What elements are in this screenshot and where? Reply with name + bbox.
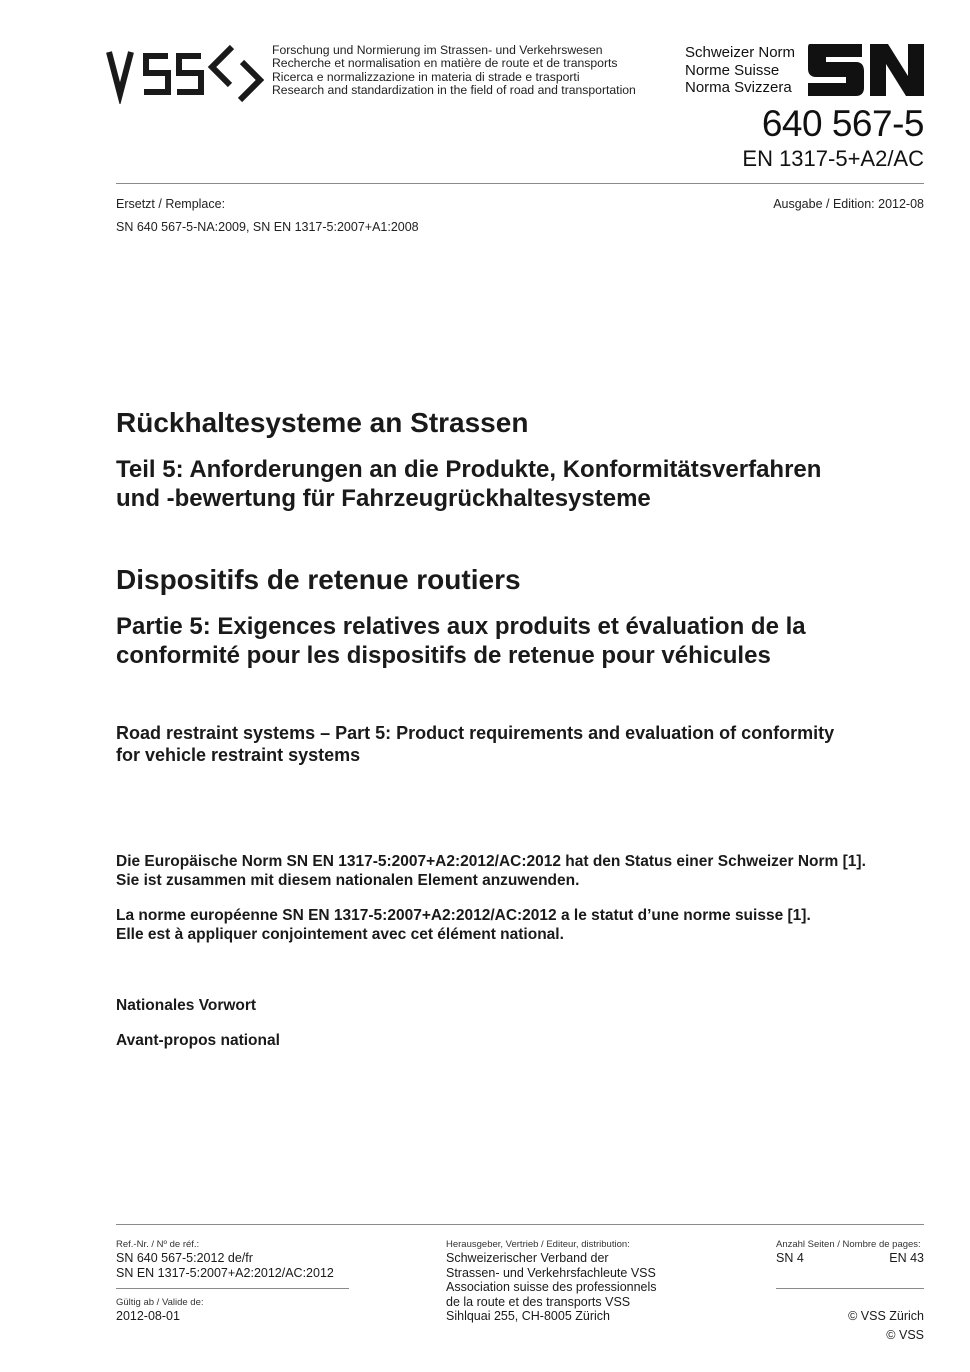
publisher-line: de la route et des transports VSS bbox=[446, 1294, 631, 1309]
statement-de bbox=[116, 853, 926, 890]
ref-line: SN EN 1317-5:2007+A2:2012/AC:2012 bbox=[116, 1265, 334, 1280]
sn-logo bbox=[806, 44, 926, 96]
swiss-norm-names bbox=[685, 44, 795, 97]
subtitle-de-line: Teil 5: Anforderungen an die Produkte, Konformitätsverfahren bbox=[116, 456, 822, 483]
en-reference: EN 1317-5+A2/AC bbox=[742, 146, 924, 171]
valid-label: Gültig ab / Valide de: bbox=[116, 1297, 204, 1308]
title-fr: Dispositifs de retenue routiers bbox=[116, 564, 521, 595]
norm-number: 640 567-5 bbox=[761, 103, 924, 144]
replaces-label: Ersetzt / Remplace: bbox=[116, 197, 226, 211]
copyright-vss-zurich: © VSS Zürich bbox=[848, 1309, 924, 1323]
publisher-line: Schweizerischer Verband der bbox=[446, 1251, 609, 1265]
norm-name-fr: Norme Suisse bbox=[685, 61, 780, 79]
foreword-fr-heading: Avant-propos national bbox=[116, 1032, 280, 1049]
statement-fr-line: La norme européenne SN EN 1317-5:2007+A2:2012/AC:2012 a le statut d’une norme suisse [1]. bbox=[116, 907, 811, 924]
tagline-line: Research and standardization in the field of road and transportation bbox=[272, 82, 636, 97]
vss-tagline bbox=[272, 44, 636, 97]
publisher-line: Association suisse des professionnels bbox=[446, 1280, 657, 1294]
vss-logo bbox=[106, 42, 266, 104]
replaces-value: SN 640 567-5-NA:2009, SN EN 1317-5:2007+A1:2008 bbox=[116, 220, 419, 234]
title-en bbox=[116, 722, 916, 766]
publisher-address bbox=[446, 1251, 657, 1324]
publisher-line: Sihlquai 255, CH-8005 Zürich bbox=[446, 1309, 610, 1323]
pages-label: Anzahl Seiten / Nombre de pages: bbox=[776, 1239, 921, 1250]
foreword-de-heading: Nationales Vorwort bbox=[116, 997, 257, 1014]
ref-numbers bbox=[116, 1251, 334, 1280]
norm-name-de: Schweizer Norm bbox=[685, 44, 796, 61]
publisher-label: Herausgeber, Vertrieb / Editeur, distribution: bbox=[446, 1239, 630, 1250]
pages-en: EN 43 bbox=[889, 1251, 924, 1265]
statement-de-line: Die Europäische Norm SN EN 1317-5:2007+A2:2012/AC:2012 hat den Status einer Schweizer Norm [1]. bbox=[116, 853, 866, 870]
subtitle-fr bbox=[116, 612, 916, 670]
edition-info: Ausgabe / Edition: 2012-08 bbox=[773, 197, 924, 211]
footer-col3-divider bbox=[776, 1288, 924, 1289]
title-en-line: for vehicle restraint systems bbox=[116, 745, 361, 765]
publisher-line: Strassen- und Verkehrsfachleute VSS bbox=[446, 1265, 656, 1280]
title-de: Rückhaltesysteme an Strassen bbox=[116, 407, 529, 438]
copyright-vss: © VSS bbox=[886, 1328, 924, 1342]
subtitle-fr-line: Partie 5: Exigences relatives aux produits et évaluation de la bbox=[116, 613, 806, 640]
tagline-line: Forschung und Normierung im Strassen- und Verkehrswesen bbox=[272, 43, 603, 57]
footer-col1-divider bbox=[116, 1288, 349, 1289]
footer-divider bbox=[116, 1224, 924, 1225]
ref-label: Ref.-Nr. / Nº de réf.: bbox=[116, 1239, 200, 1250]
header-divider bbox=[116, 183, 924, 184]
subtitle-de bbox=[116, 455, 916, 513]
statement-de-line: Sie ist zusammen mit diesem nationalen Element anzuwenden. bbox=[116, 871, 580, 889]
pages-sn: SN 4 bbox=[776, 1251, 804, 1265]
tagline-line: Ricerca e normalizzazione in materia di strade e trasporti bbox=[272, 69, 580, 84]
subtitle-de-line: und -bewertung für Fahrzeugrückhaltesysteme bbox=[116, 485, 651, 512]
norm-name-it: Norma Svizzera bbox=[685, 79, 792, 96]
ref-line: SN 640 567-5:2012 de/fr bbox=[116, 1251, 253, 1265]
statement-fr bbox=[116, 907, 926, 944]
subtitle-fr-line: conformité pour les dispositifs de retenue pour véhicules bbox=[116, 642, 771, 669]
statement-fr-line: Elle est à appliquer conjointement avec cet élément national. bbox=[116, 925, 564, 943]
tagline-line: Recherche et normalisation en matière de route et de transports bbox=[272, 56, 618, 71]
title-en-line: Road restraint systems – Part 5: Product requirements and evaluation of conformity bbox=[116, 723, 835, 743]
valid-date: 2012-08-01 bbox=[116, 1309, 180, 1323]
